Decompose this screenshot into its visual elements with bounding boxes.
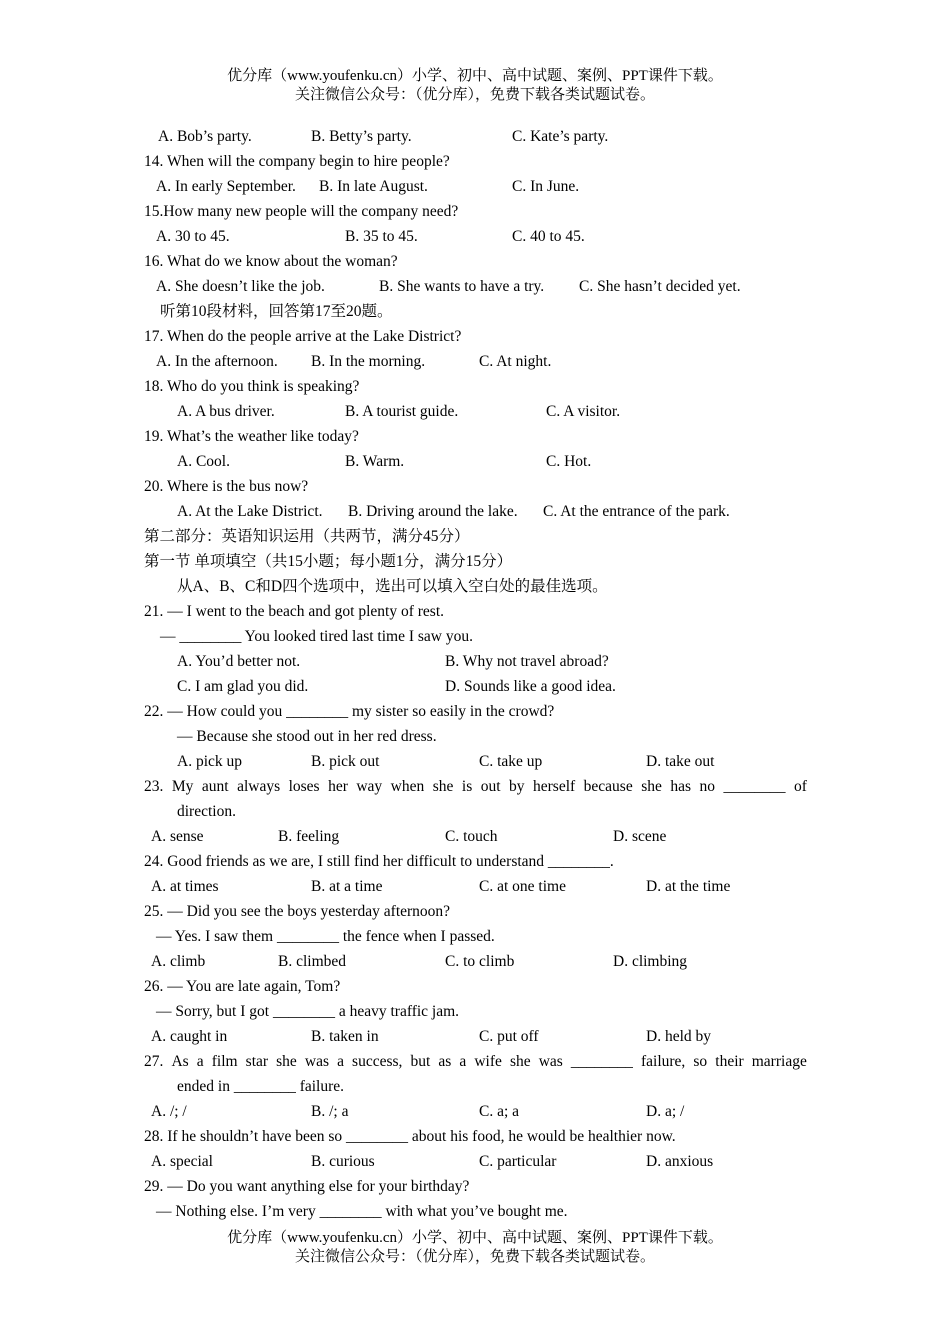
- footer-line-1: 优分库（www.youfenku.cn）小学、初中、高中试题、案例、PPT课件下载。: [227, 1230, 723, 1246]
- q25-option-b: B. climbed: [278, 953, 347, 970]
- q23-option-a: A. sense: [151, 828, 204, 845]
- q17-option-b: B. In the morning.: [311, 353, 426, 370]
- q21-option-a: A. You’d better not.: [177, 653, 301, 670]
- q27-option-d: D. a; /: [646, 1103, 685, 1120]
- q16-option-b: B. She wants to have a try.: [379, 278, 545, 295]
- q18-option-c: C. A visitor.: [546, 403, 621, 420]
- q14-option-a: A. In early September.: [156, 178, 296, 195]
- q20-option-a: A. At the Lake District.: [177, 503, 323, 520]
- q13-option-c: C. Kate’s party.: [512, 128, 609, 145]
- header-line-1: 优分库（www.youfenku.cn）小学、初中、高中试题、案例、PPT课件下载。: [227, 68, 723, 84]
- q16-option-c: C. She hasn’t decided yet.: [579, 278, 741, 295]
- q20-option-c: C. At the entrance of the park.: [543, 503, 730, 520]
- header-line-2: 关注微信公众号：（优分库），免费下载各类试题试卷。: [294, 87, 655, 103]
- q25-option-a: A. climb: [151, 953, 206, 970]
- q27-option-a: A. /; /: [151, 1103, 187, 1120]
- q21-option-b: B. Why not travel abroad?: [445, 653, 609, 670]
- q24-option-d: D. at the time: [646, 878, 731, 895]
- q21-option-c: C. I am glad you did.: [177, 678, 309, 695]
- q28-option-a: A. special: [151, 1153, 213, 1170]
- q14-option-b: B. In late August.: [319, 178, 428, 195]
- q19-option-c: C. Hot.: [546, 453, 592, 470]
- q13-option-a: A. Bob’s party.: [158, 128, 252, 145]
- q23-option-c: C. touch: [445, 828, 498, 845]
- q28-option-d: D. anxious: [646, 1153, 714, 1170]
- q18-option-a: A. A bus driver.: [177, 403, 275, 420]
- footer-line-2: 关注微信公众号：（优分库），免费下载各类试题试卷。: [294, 1249, 655, 1265]
- q23-line-1: 23. My aunt always loses her way when she is out by herself because she has no ________ of: [144, 778, 807, 795]
- q26-option-d: D. held by: [646, 1028, 712, 1045]
- q24-option-a: A. at times: [151, 878, 219, 895]
- q13-option-b: B. Betty’s party.: [311, 128, 412, 145]
- q24-option-c: C. at one time: [479, 878, 566, 895]
- q28-option-c: C. particular: [479, 1153, 557, 1170]
- q21-option-d: D. Sounds like a good idea.: [445, 678, 616, 695]
- q28-option-b: B. curious: [311, 1153, 375, 1170]
- q22-option-b: B. pick out: [311, 753, 380, 770]
- q27-option-b: B. /; a: [311, 1103, 349, 1120]
- q14-option-c: C. In June.: [512, 178, 580, 195]
- q18-option-b: B. A tourist guide.: [345, 403, 459, 420]
- q23-option-b: B. feeling: [278, 828, 340, 845]
- q25-option-d: D. climbing: [613, 953, 688, 970]
- q20-option-b: B. Driving around the lake.: [348, 503, 518, 520]
- q27-option-c: C. a; a: [479, 1103, 520, 1120]
- q26-option-c: C. put off: [479, 1028, 539, 1045]
- q22-option-c: C. take up: [479, 753, 543, 770]
- q19-option-b: B. Warm.: [345, 453, 405, 470]
- q19-option-a: A. Cool.: [177, 453, 230, 470]
- q22-option-a: A. pick up: [177, 753, 243, 770]
- q17-option-a: A. In the afternoon.: [156, 353, 278, 370]
- q16-option-a: A. She doesn’t like the job.: [156, 278, 325, 295]
- q15-option-c: C. 40 to 45.: [512, 228, 585, 245]
- q23-option-d: D. scene: [613, 828, 667, 845]
- q15-option-b: B. 35 to 45.: [345, 228, 418, 245]
- q25-option-c: C. to climb: [445, 953, 515, 970]
- q17-option-c: C. At night.: [479, 353, 552, 370]
- q26-option-b: B. taken in: [311, 1028, 379, 1045]
- q15-option-a: A. 30 to 45.: [156, 228, 230, 245]
- q24-option-b: B. at a time: [311, 878, 383, 895]
- q27-line-1: 27. As a film star she was a success, but as a wife she was ________ failure, so their marriage: [144, 1053, 807, 1070]
- q26-option-a: A. caught in: [151, 1028, 228, 1045]
- q22-option-d: D. take out: [646, 753, 715, 770]
